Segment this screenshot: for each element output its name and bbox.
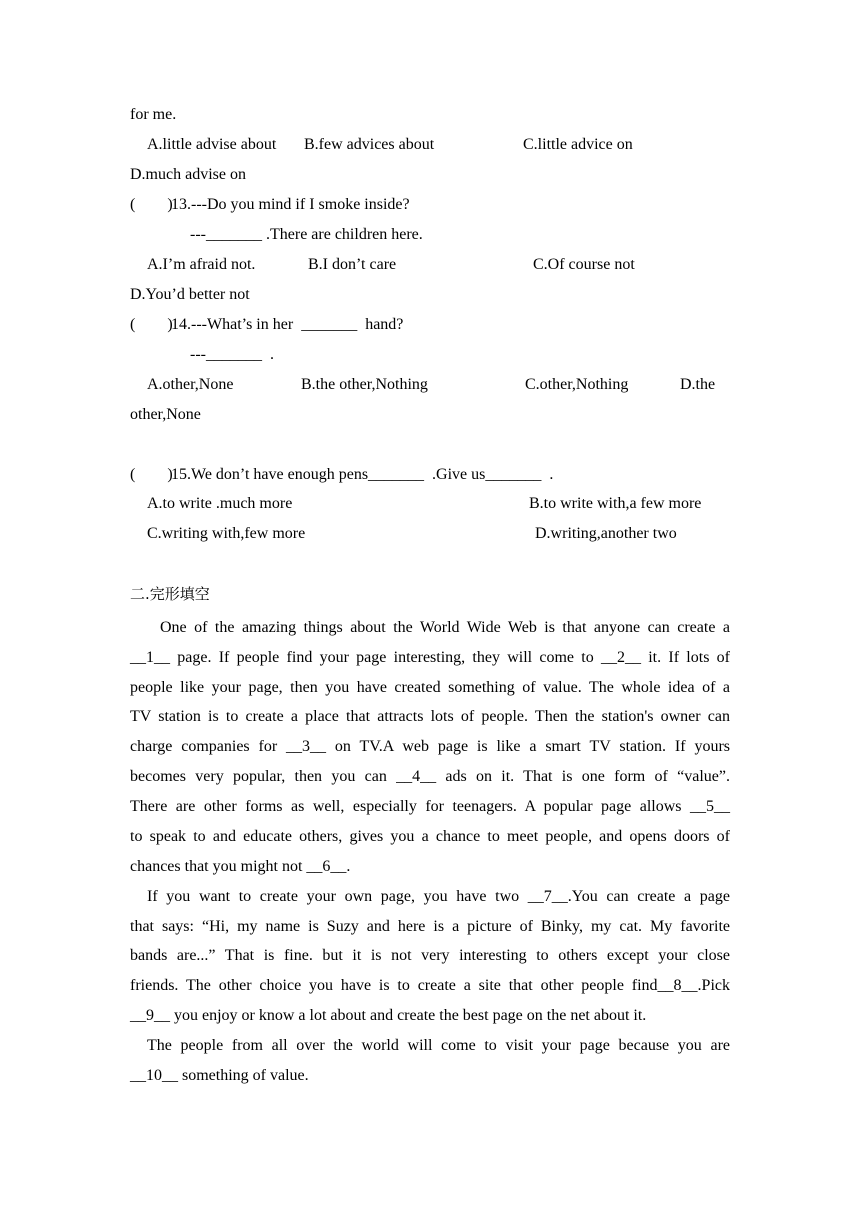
- passage-line: to speak to and educate others, gives you a chance to meet people, and opens doors of: [130, 828, 730, 845]
- q15-blank-1[interactable]: _______: [368, 466, 425, 483]
- q14-reply-prefix: ---: [190, 346, 206, 363]
- q14-option-d-continued[interactable]: other,None: [130, 406, 201, 423]
- passage-line: becomes very popular, then you can __4__ ads on it. That is one form of “value”.: [130, 768, 730, 785]
- q12-option-a[interactable]: A.little advise about: [147, 136, 277, 153]
- passage-line: There are other forms as well, especially for teenagers. A popular page allows __5__: [130, 798, 730, 815]
- q13-answer-paren[interactable]: ( ): [130, 196, 173, 213]
- q14-blank-1[interactable]: _______: [301, 316, 358, 333]
- q14-blank-2[interactable]: _______: [205, 346, 262, 363]
- q15-answer-paren[interactable]: ( ): [130, 466, 173, 483]
- q15-option-a[interactable]: A.to write .much more: [147, 495, 293, 512]
- q13-reply-prefix: ---: [190, 226, 206, 243]
- passage-line: __9__ you enjoy or know a lot about and create the best page on the net about it.: [130, 1007, 647, 1024]
- q14-option-c[interactable]: C.other,Nothing: [525, 376, 629, 393]
- passage-line: One of the amazing things about the World Wide Web is that anyone can create a: [160, 619, 730, 636]
- q14-answer-paren[interactable]: ( ): [130, 316, 173, 333]
- q14-option-a[interactable]: A.other,None: [147, 376, 234, 393]
- q12-option-c[interactable]: C.little advice on: [523, 136, 633, 153]
- q15-stem: [171, 465, 553, 485]
- q12-stem-tail: for me.: [130, 106, 177, 123]
- q15-stem-a: 15.We don’t have enough pens: [171, 466, 369, 483]
- q14-option-b[interactable]: B.the other,Nothing: [301, 376, 428, 393]
- passage-line: If you want to create your own page, you have two __7__.You can create a page: [147, 888, 730, 905]
- passage-line: that says: “Hi, my name is Suzy and here is a picture of Binky, my cat. My favorite: [130, 918, 730, 935]
- q15-stem-c: .: [541, 466, 554, 483]
- q13-reply-rest: .There are children here.: [261, 226, 423, 243]
- passage-line: chances that you might not __6__.: [130, 858, 351, 875]
- q15-option-d[interactable]: D.writing,another two: [535, 525, 677, 542]
- passage-line: people like your page, then you have created something of value. The whole idea of a: [130, 679, 730, 696]
- passage-line: __10__ something of value.: [130, 1067, 309, 1084]
- passage-line: bands are...” That is fine. but it is not very interesting to others except your close: [130, 947, 730, 964]
- q13-blank[interactable]: _______: [205, 226, 262, 243]
- q13-option-c[interactable]: C.Of course not: [533, 256, 635, 273]
- q13-option-a[interactable]: A.I’m afraid not.: [147, 256, 256, 273]
- q13-stem: 13.---Do you mind if I smoke inside?: [171, 196, 410, 213]
- q14-stem-a: 14.---What’s in her: [171, 316, 302, 333]
- q15-blank-2[interactable]: _______: [485, 466, 542, 483]
- q14-reply-rest: .: [261, 346, 274, 363]
- q15-option-c[interactable]: C.writing with,few more: [147, 525, 306, 542]
- q12-option-b[interactable]: B.few advices about: [304, 136, 435, 153]
- q14-stem-b: hand?: [357, 316, 404, 333]
- q12-option-d[interactable]: D.much advise on: [130, 166, 246, 183]
- passage-line: The people from all over the world will come to visit your page because you are: [147, 1037, 730, 1054]
- passage-line: charge companies for __3__ on TV.A web page is like a smart TV station. If yours: [130, 738, 730, 755]
- q14-reply: [190, 345, 274, 365]
- passage-line: TV station is to create a place that attracts lots of people. Then the station's owner can: [130, 708, 730, 725]
- q14-stem: [171, 315, 403, 335]
- section-heading: 二.完形填空: [130, 585, 210, 603]
- q14-option-d[interactable]: D.the: [680, 376, 716, 393]
- q13-reply: [190, 225, 423, 245]
- q15-option-b[interactable]: B.to write with,a few more: [529, 495, 702, 512]
- q15-stem-b: .Give us: [424, 466, 486, 483]
- passage-line: __1__ page. If people find your page interesting, they will come to __2__ it. If lots of: [130, 649, 730, 666]
- passage-line: friends. The other choice you have is to create a site that other people find__8__.Pick: [130, 977, 730, 994]
- q13-option-d[interactable]: D.You’d better not: [130, 286, 250, 303]
- q13-option-b[interactable]: B.I don’t care: [308, 256, 397, 273]
